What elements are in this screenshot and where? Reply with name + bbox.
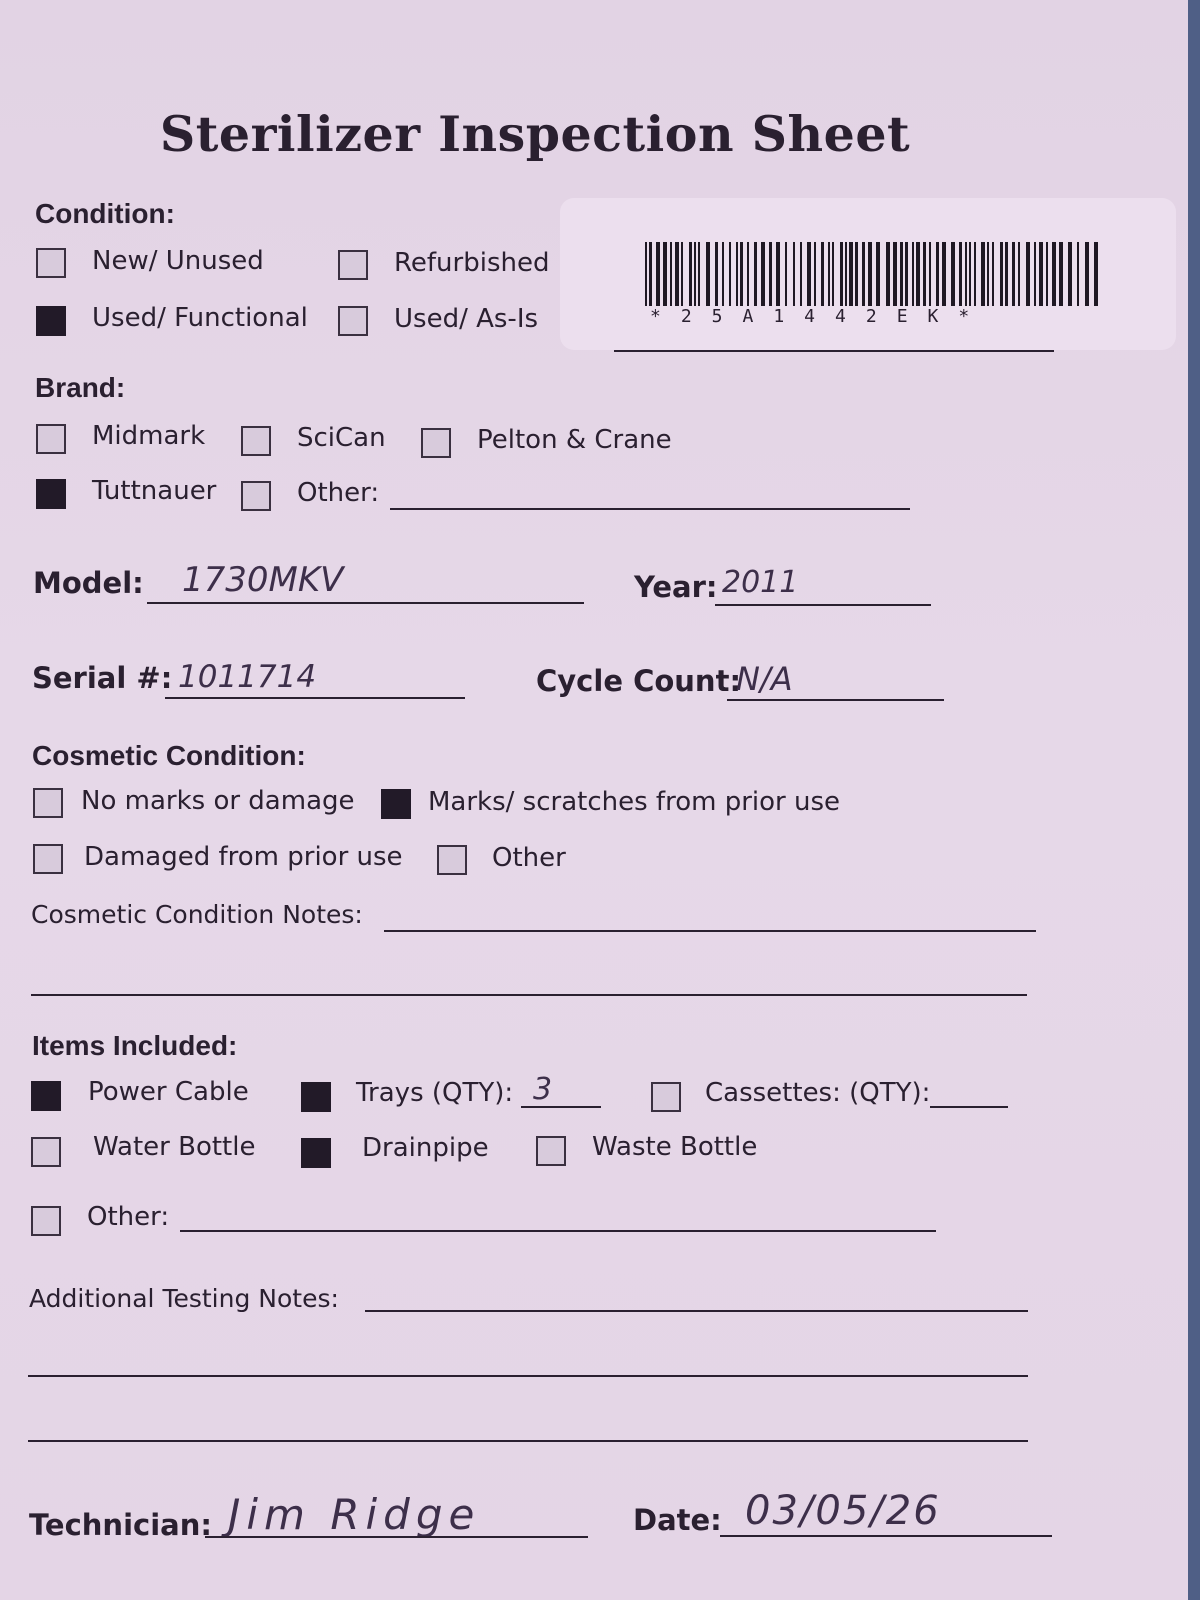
serial-line [165,697,465,699]
trays-qty-value[interactable]: 3 [533,1072,553,1107]
technician-label: Technician: [29,1508,212,1542]
checkbox-power-cable[interactable] [31,1081,61,1111]
model-label: Model: [33,566,144,600]
checkbox-used-as-is[interactable] [338,306,368,336]
cycle-count-value[interactable]: N/A [736,660,793,698]
cycle-count-label: Cycle Count: [536,664,742,698]
checkbox-cassettes[interactable] [651,1082,681,1112]
label-refurbished: Refurbished [394,248,550,278]
label-items-other: Other: [87,1202,170,1232]
additional-notes-line-1[interactable] [365,1310,1028,1312]
barcode-underline [614,350,1054,352]
label-cassettes: Cassettes: (QTY): [705,1078,931,1108]
checkbox-midmark[interactable] [36,424,66,454]
checkbox-new-unused[interactable] [36,248,66,278]
label-water-bottle: Water Bottle [93,1132,256,1162]
checkbox-scican[interactable] [241,426,271,456]
brand-heading: Brand: [35,372,126,403]
date-line [720,1535,1052,1537]
cassettes-qty-line[interactable] [930,1106,1008,1108]
page-edge [1188,0,1200,1600]
label-scican: SciCan [297,423,386,453]
checkbox-brand-other[interactable] [241,481,271,511]
label-no-marks: No marks or damage [81,786,355,816]
year-label: Year: [634,570,718,604]
date-label: Date: [633,1503,722,1537]
checkbox-water-bottle[interactable] [31,1137,61,1167]
checkbox-trays[interactable] [301,1082,331,1112]
label-used-functional: Used/ Functional [92,303,308,333]
cosmetic-heading: Cosmetic Condition: [32,740,306,771]
checkbox-no-marks[interactable] [33,788,63,818]
date-value[interactable]: 03/05/26 [745,1488,941,1534]
cycle-count-line [727,699,944,701]
label-tuttnauer: Tuttnauer [92,476,217,506]
checkbox-drainpipe[interactable] [301,1138,331,1168]
serial-value[interactable]: 1011714 [178,659,317,695]
label-power-cable: Power Cable [88,1077,249,1107]
label-waste-bottle: Waste Bottle [592,1132,758,1162]
technician-value[interactable]: Jim Ridge [228,1490,481,1539]
checkbox-tuttnauer[interactable] [36,479,66,509]
cosmetic-notes-line-1[interactable] [384,930,1036,932]
trays-qty-line [521,1106,601,1108]
year-value[interactable]: 2011 [722,565,799,600]
additional-notes-line-2[interactable] [28,1375,1028,1377]
label-pelton-crane: Pelton & Crane [477,425,672,455]
checkbox-refurbished[interactable] [338,250,368,280]
items-other-line[interactable] [180,1230,936,1232]
checkbox-waste-bottle[interactable] [536,1136,566,1166]
label-midmark: Midmark [92,421,206,451]
model-line [147,602,584,604]
brand-other-line[interactable] [390,508,910,510]
checkbox-pelton-crane[interactable] [421,428,451,458]
model-value[interactable]: 1730MKV [182,560,344,600]
label-marks-scratches: Marks/ scratches from prior use [428,787,840,817]
serial-label: Serial #: [32,661,173,695]
label-cosmetic-other: Other [492,843,566,873]
label-damaged: Damaged from prior use [84,842,403,872]
checkbox-used-functional[interactable] [36,306,66,336]
label-trays: Trays (QTY): [356,1078,514,1108]
sheet-title: Sterilizer Inspection Sheet [159,105,911,163]
checkbox-marks-scratches[interactable] [381,789,411,819]
checkbox-damaged[interactable] [33,844,63,874]
condition-heading: Condition: [35,198,175,229]
additional-notes-label: Additional Testing Notes: [29,1284,339,1313]
label-drainpipe: Drainpipe [362,1133,489,1163]
cosmetic-notes-label: Cosmetic Condition Notes: [31,900,363,929]
year-line [715,604,931,606]
items-heading: Items Included: [32,1030,238,1061]
cosmetic-notes-line-2[interactable] [31,994,1027,996]
additional-notes-line-3[interactable] [28,1440,1028,1442]
checkbox-cosmetic-other[interactable] [437,845,467,875]
barcode-icon [645,242,1100,306]
technician-line [205,1536,588,1538]
label-brand-other: Other: [297,478,380,508]
barcode-text: *25A1442EK* [650,306,990,327]
label-new-unused: New/ Unused [92,246,264,276]
label-used-as-is: Used/ As-Is [394,304,539,334]
checkbox-items-other[interactable] [31,1206,61,1236]
